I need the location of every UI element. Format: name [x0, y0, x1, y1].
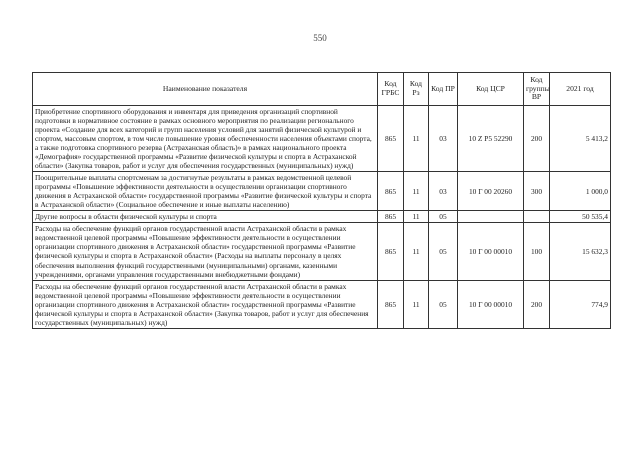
- row-rz: 11: [404, 223, 429, 280]
- header-name: Наименование показателя: [33, 73, 378, 106]
- row-name: Другие вопросы в области физической культуры и спорта: [33, 211, 378, 223]
- header-vr: Код группы ВР: [524, 73, 550, 106]
- row-csr: 10 Г 00 20260: [458, 172, 524, 211]
- table-header-row: [33, 73, 611, 106]
- row-rz: 11: [404, 106, 429, 172]
- header-rz: Код Рз: [404, 73, 429, 106]
- table-row: [33, 223, 611, 280]
- row-grbs: 865: [378, 280, 404, 328]
- row-csr: 10 Г 00 00010: [458, 223, 524, 280]
- row-sum: 5 413,2: [550, 106, 611, 172]
- row-rz: 11: [404, 211, 429, 223]
- row-name: Расходы на обеспечение функций органов государственной власти Астраханской области в рамках ведомственной целевой программы «Повышение эффективности деятельности в осуществлении организации спортивного движения в Астраханской области» государственной программы «Развитие физической культуры и спорта в Астраханской области» (Закупка товаров, работ и услуг для обеспечения государственных (муниципальных) нужд): [33, 280, 378, 328]
- row-pr: 05: [429, 280, 458, 328]
- row-sum: 50 535,4: [550, 211, 611, 223]
- row-name: Расходы на обеспечение функций органов государственной власти Астраханской области в рамках ведомственной целевой программы «Повышение эффективности деятельности в осуществлении организации спортивного движения в Астраханской области» государственной программы «Развитие физической культуры и спорта в Астраханской области» (Расходы на выплаты персоналу в целях обеспечения выполнения функций государственными (муниципальными) органами, казенными учреждениями, органами управления государственными внебюджетными фондами): [33, 223, 378, 280]
- row-sum: 774,9: [550, 280, 611, 328]
- row-vr: 300: [524, 172, 550, 211]
- row-vr: 200: [524, 280, 550, 328]
- row-pr: 05: [429, 223, 458, 280]
- row-pr: 03: [429, 172, 458, 211]
- row-pr: 05: [429, 211, 458, 223]
- row-csr: 10 Г 00 00010: [458, 280, 524, 328]
- budget-table: [32, 72, 611, 329]
- row-grbs: 865: [378, 211, 404, 223]
- row-rz: 11: [404, 280, 429, 328]
- table-row: [33, 280, 611, 328]
- row-csr: 10 Z P5 52290: [458, 106, 524, 172]
- header-year: 2021 год: [550, 73, 611, 106]
- row-sum: 15 632,3: [550, 223, 611, 280]
- row-vr: 100: [524, 223, 550, 280]
- table-row: [33, 106, 611, 172]
- row-csr: [458, 211, 524, 223]
- row-rz: 11: [404, 172, 429, 211]
- row-name: Приобретение спортивного оборудования и инвентаря для приведения организаций спортивной подготовки в нормативное состояние в рамках основного мероприятия по реализации регионального проекта «Создание для всех категорий и групп населения условий для занятий физической культурой и спортом, массовым спортом, в том числе повышение уровня обеспеченности населения объектами спорта, а также подготовка спортивного резерва (Астраханская область)» в рамках национального проекта «Демография» государственной программы «Развитие физической культуры и спорта в Астраханской области» (Закупка товаров, работ и услуг для обеспечения государственных (муниципальных) нужд): [33, 106, 378, 172]
- page-number: 550: [313, 33, 327, 43]
- header-csr: Код ЦСР: [458, 73, 524, 106]
- header-pr: Код ПР: [429, 73, 458, 106]
- row-grbs: 865: [378, 223, 404, 280]
- table-row: [33, 211, 611, 223]
- row-vr: 200: [524, 106, 550, 172]
- row-pr: 03: [429, 106, 458, 172]
- header-grbs: Код ГРБС: [378, 73, 404, 106]
- table-row: [33, 172, 611, 211]
- row-grbs: 865: [378, 106, 404, 172]
- row-sum: 1 000,0: [550, 172, 611, 211]
- row-vr: [524, 211, 550, 223]
- row-name: Поощрительные выплаты спортсменам за достигнутые результаты в рамках ведомственной целевой программы «Повышение эффективности деятельности в осуществлении организации спортивного движения в Астраханской области» государственной программы «Развитие физической культуры и спорта в Астраханской области» (Социальное обеспечение и иные выплаты населению): [33, 172, 378, 211]
- row-grbs: 865: [378, 172, 404, 211]
